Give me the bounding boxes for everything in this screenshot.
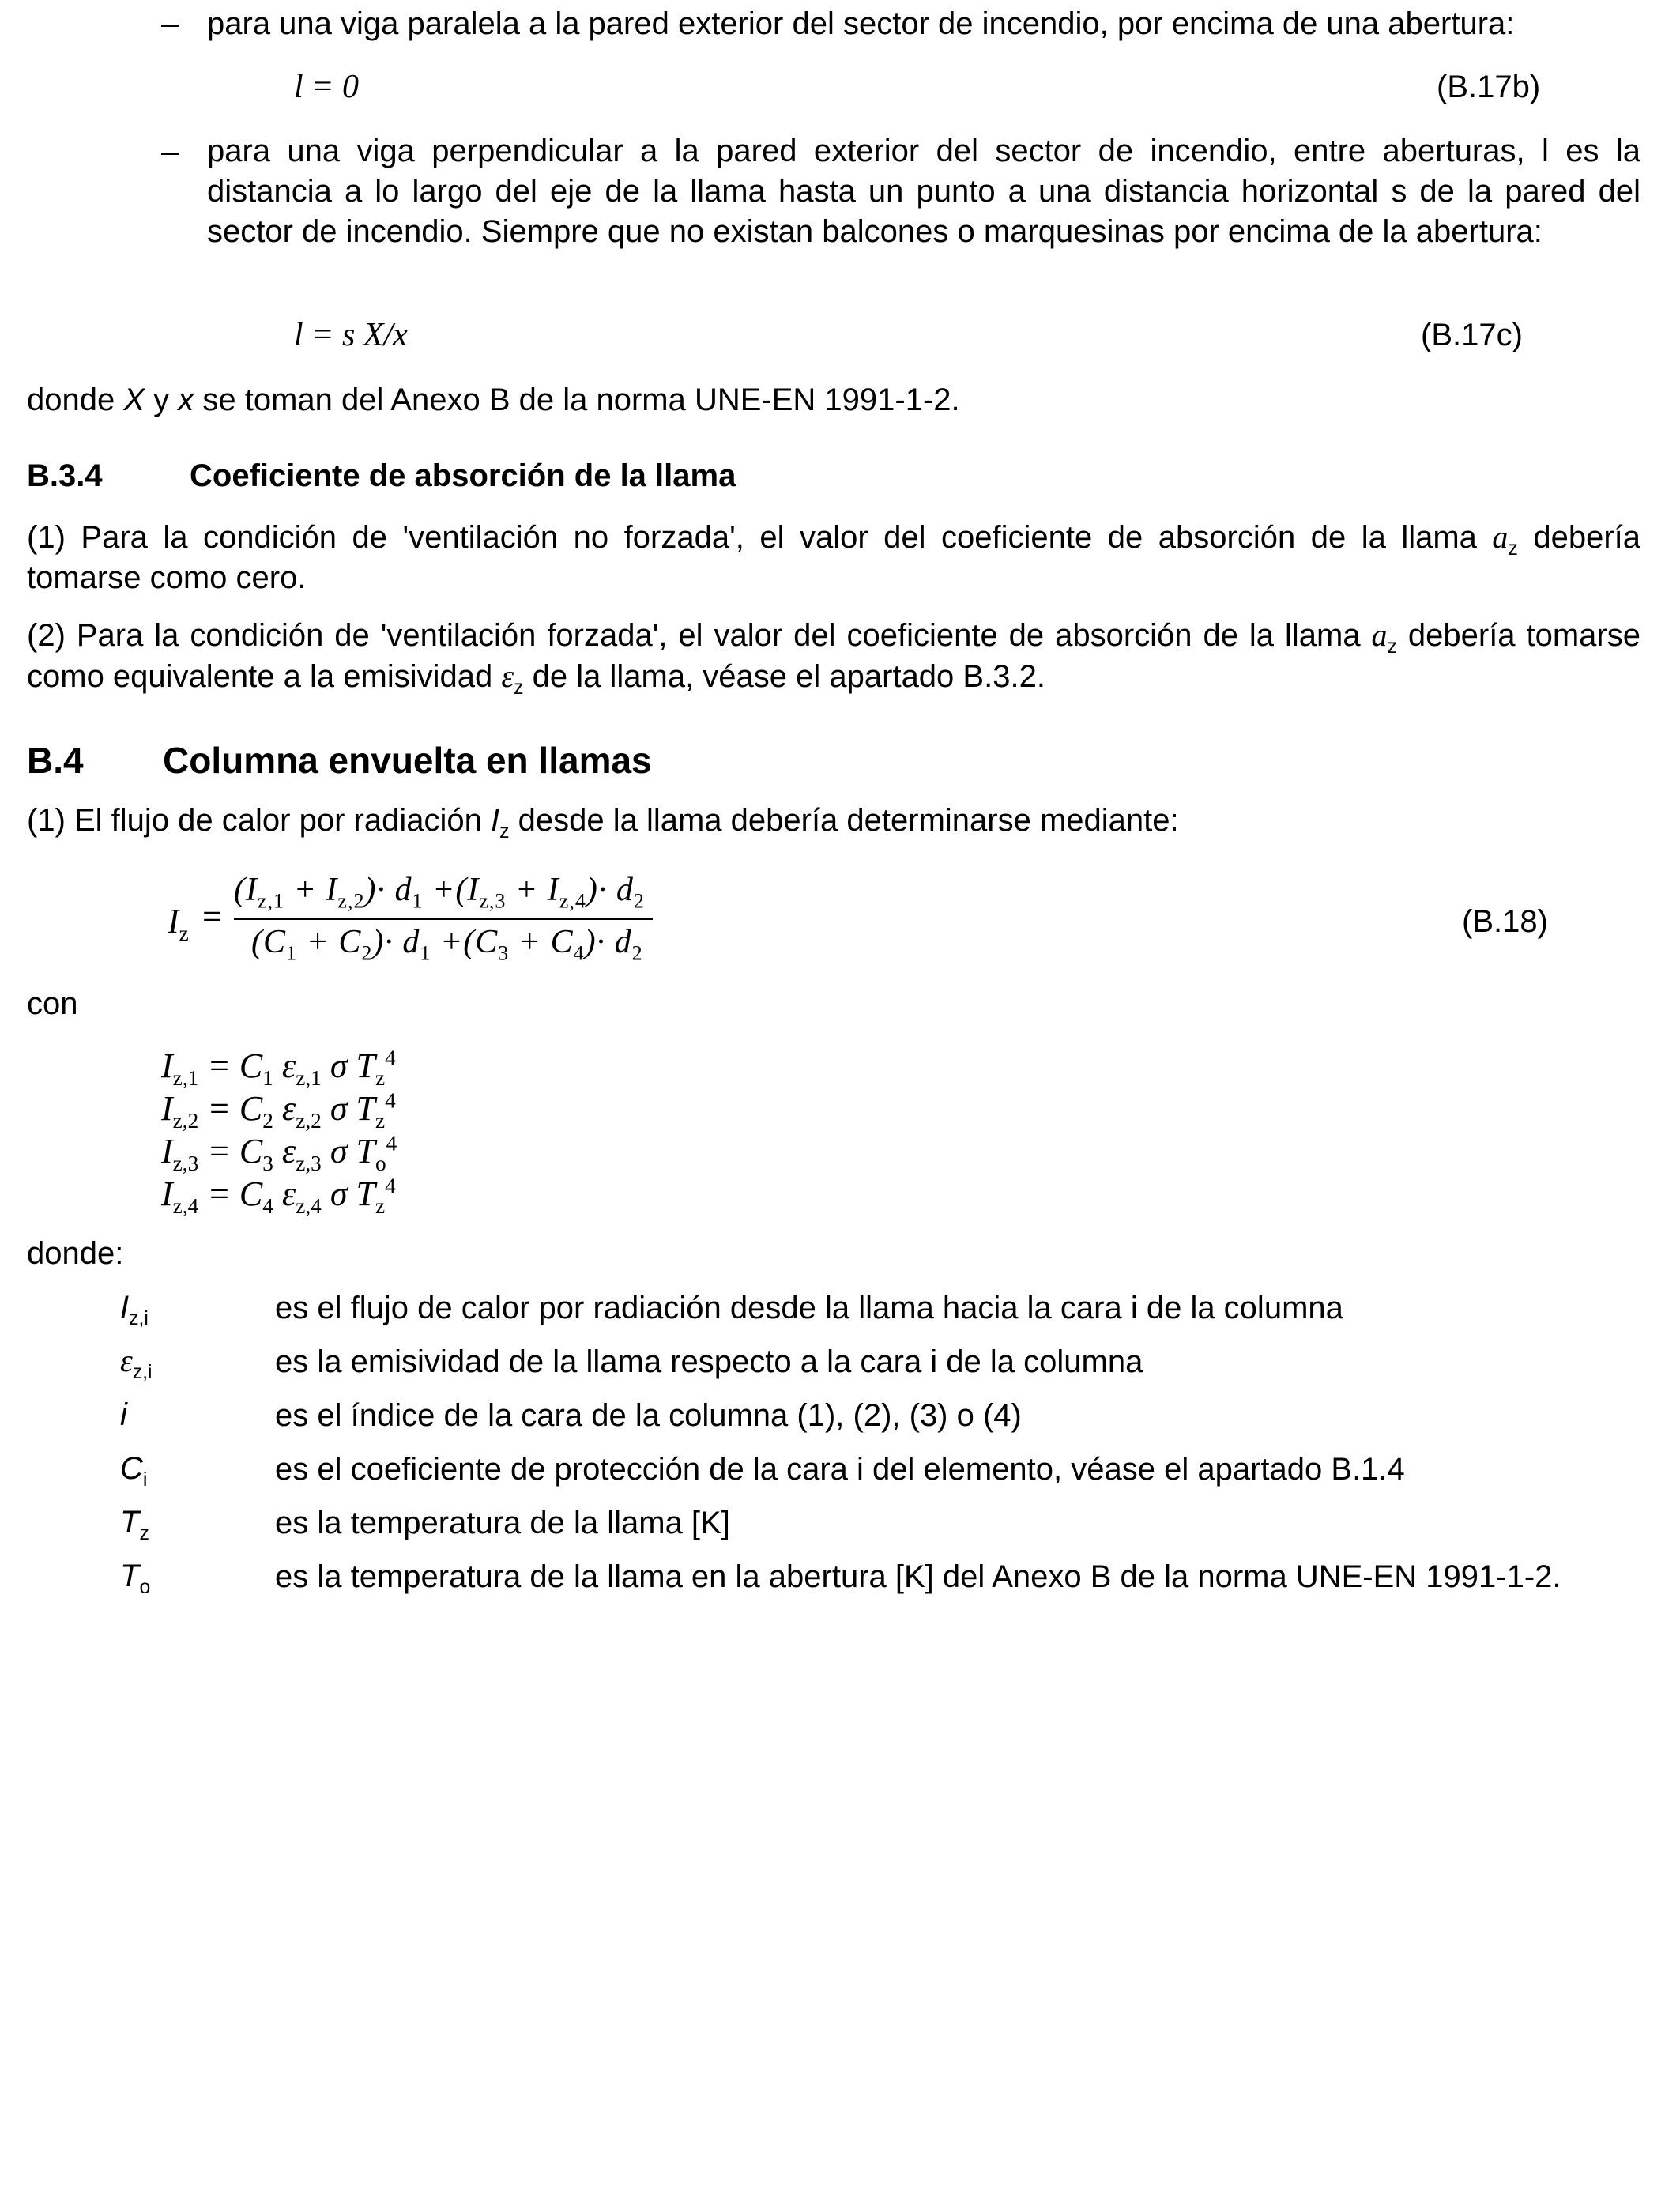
bullet-2-text: para una viga perpendicular a la pared exterior del sector de incendio, entre aberturas, l es la distancia a lo largo del eje de la llama hasta un punto a una distancia horizontal s de la pared del sector de incendio. Siempre que no existan balcones o marquesinas por encima de la abertura: <box>207 134 1640 249</box>
b34-p1-post: debería tomarse como cero. <box>27 520 1640 595</box>
def-text-epszi: es la emisividad de la llama respecto a la cara i de la columna <box>275 1344 1143 1379</box>
def-text-Izi: es el flujo de calor por radiación desde la llama hacia la cara i de la columna <box>275 1291 1343 1325</box>
sub-equation-4: $I_{z,4} = C_4$ $\varepsilon_{z,4}$ σ $T_z^4$ <box>161 1174 396 1218</box>
b4-p1-pre: (1) El flujo de calor por radiación <box>27 803 491 838</box>
equation-b17b: l = 0 <box>294 69 360 105</box>
def-symbol-i: i <box>120 1397 127 1432</box>
b34-p2-sym2: ε <box>501 658 514 694</box>
b34-p1-sym: a <box>1492 519 1509 555</box>
section-b34-paragraph-1 <box>27 517 1640 598</box>
eq-b18-lhs-sub: z <box>179 921 189 945</box>
eq-b18-denominator: $(C_1 + C_2)\cdot d_1 +(C_3 + C_4)\cdot d_2$ <box>251 924 643 965</box>
equation-number-b17c: (B.17c) <box>1421 318 1523 352</box>
def-symbol-epszi: $\varepsilon_{z,i}$ <box>120 1343 153 1383</box>
b34-p1-pre: (1) Para la condición de 'ventilación no forzada', el valor del coeficiente de absorción de la llama <box>27 520 1493 555</box>
bullet-1-text: para una viga paralela a la pared exterior del sector de incendio, por encima de una abertura: <box>207 6 1515 41</box>
b34-p2-sub: z <box>1387 636 1397 658</box>
b34-p1-sub: z <box>1508 538 1518 560</box>
sub-equation-2: $I_{z,2} = C_2$ $\varepsilon_{z,2}$ σ $T_z^4$ <box>161 1088 396 1133</box>
symbol-epsilon-z <box>501 658 524 699</box>
section-b4-title: Columna envuelta en llamas <box>163 740 652 781</box>
def-symbol-To: $T_o$ <box>120 1559 151 1598</box>
section-b34-number: B.3.4 <box>27 458 103 493</box>
sub-equation-1: $I_{z,1} = C_1$ $\varepsilon_{z,1}$ σ $T_z^4$ <box>161 1046 396 1090</box>
symbol-alpha-z-1 <box>1492 519 1518 560</box>
b34-p2-mid: debería tomarse como equivalente a la emisividad <box>27 618 1640 694</box>
equation-number-b18: (B.18) <box>1462 904 1548 939</box>
symbol-X: X <box>123 383 145 417</box>
b34-p2-post: de la llama, véase el apartado B.3.2. <box>523 659 1045 694</box>
donde-mid: y <box>145 383 179 417</box>
sub-equation-3: $I_{z,3} = C_3$ $\varepsilon_{z,3}$ σ $T_o^4$ <box>161 1131 397 1175</box>
def-text-Tz: es la temperatura de la llama [K] <box>275 1506 730 1540</box>
symbol-Iz <box>490 803 510 843</box>
donde-paragraph <box>27 381 960 419</box>
symbol-x: x <box>178 383 194 417</box>
b4-p1-post: desde la llama debería determinarse mediante: <box>509 803 1179 838</box>
donde-post: se toman del Anexo B de la norma UNE-EN 1991-1-2. <box>194 383 960 417</box>
section-b4-number: B.4 <box>27 740 84 781</box>
b4-p1-sub: z <box>499 821 510 843</box>
b34-p2-sub2: z <box>514 677 524 699</box>
def-text-i: es el índice de la cara de la columna (1), (2), (3) o (4) <box>275 1398 1022 1433</box>
donde-label: donde: <box>27 1236 124 1271</box>
donde-pre: donde <box>27 383 124 417</box>
def-text-To: es la temperatura de la llama en la abertura [K] del Anexo B de la norma UNE-EN 1991-1-2. <box>275 1559 1561 1594</box>
def-symbol-Ci: $C_i$ <box>120 1451 148 1491</box>
b34-p2-pre: (2) Para la condición de 'ventilación forzada', el valor del coeficiente de absorción de la llama <box>27 618 1372 653</box>
bullet-dash-1: – <box>161 6 179 41</box>
def-symbol-Izi: $I_{z,i}$ <box>120 1290 149 1329</box>
equation-b17c: l = s X/x <box>294 317 408 353</box>
symbol-alpha-z-2 <box>1371 617 1397 658</box>
eq-b18-lhs <box>168 901 189 945</box>
section-b34-title: Coeficiente de absorción de la llama <box>190 458 736 493</box>
con-label: con <box>27 986 78 1021</box>
b34-p2-sym: a <box>1371 617 1388 653</box>
eq-b18-fraction-bar <box>234 918 653 920</box>
section-b34-paragraph-2 <box>27 615 1640 697</box>
def-text-Ci: es el coeficiente de protección de la cara i del elemento, véase el apartado B.1.4 <box>275 1452 1405 1487</box>
section-b4-paragraph-1 <box>27 801 1179 843</box>
b4-p1-sym: I <box>490 803 500 838</box>
eq-b18-lhs-sym: I <box>168 902 179 941</box>
def-symbol-Tz: $T_z$ <box>120 1505 149 1544</box>
eq-b18-equals: = <box>202 897 222 936</box>
eq-b18-numerator: $(I_{z,1} + I_{z,2})\cdot d_1 +(I_{z,3} + I_{z,4})\cdot d_2$ <box>234 872 645 913</box>
bullet-dash-2: – <box>161 134 179 169</box>
equation-number-b17b: (B.17b) <box>1437 70 1541 104</box>
